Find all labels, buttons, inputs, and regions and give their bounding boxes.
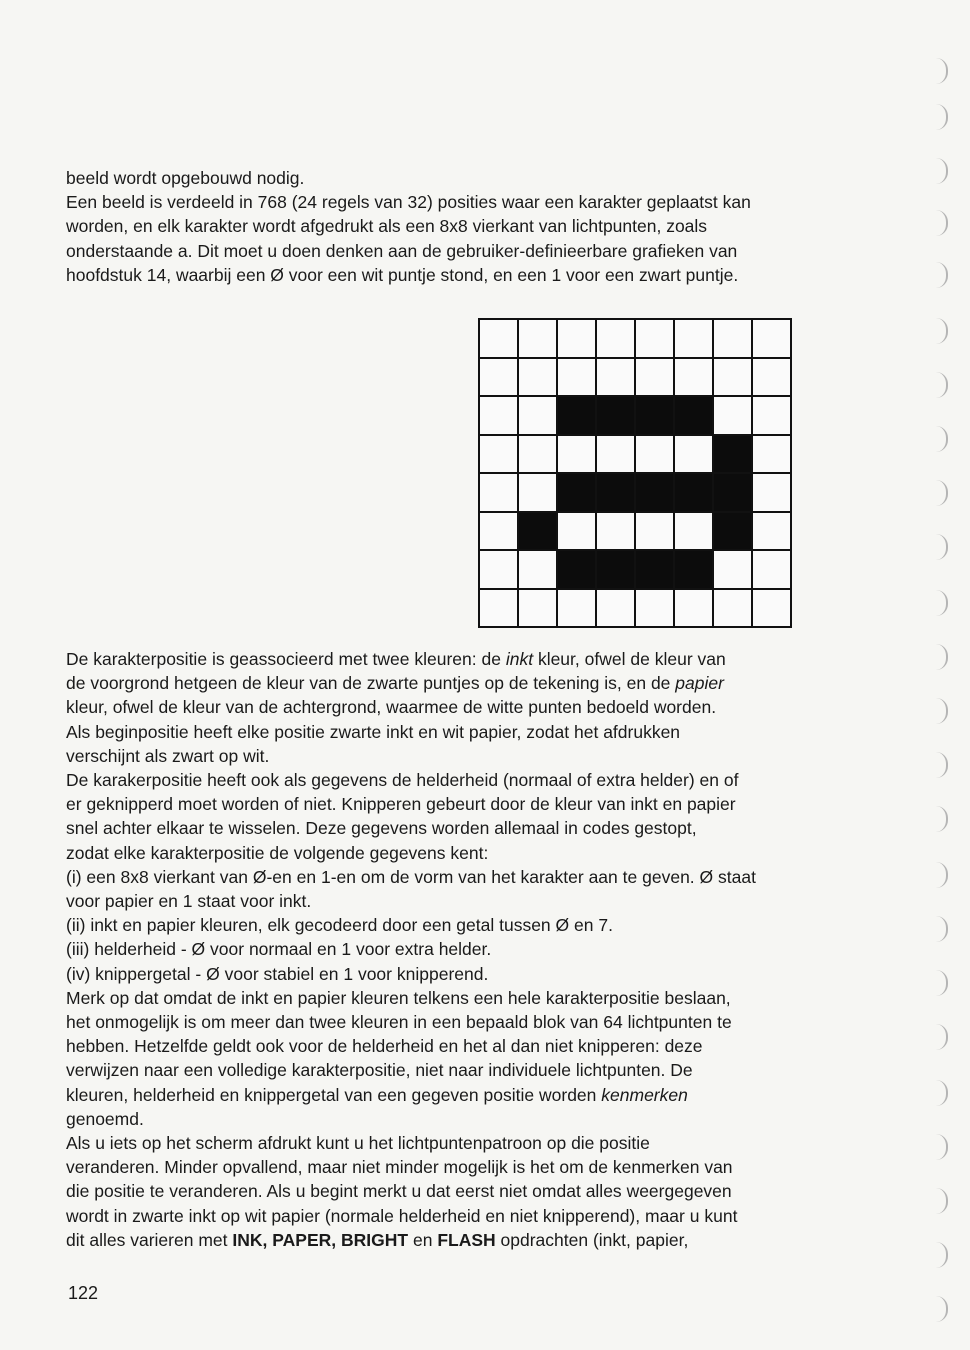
binding-ring [936, 916, 948, 942]
paper-dot [675, 513, 714, 552]
text-line: Merk op dat omdat de inkt en papier kleuren telkens een hele karakterpositie beslaan, [66, 987, 731, 1008]
ink-dot [558, 551, 597, 590]
binding-ring [936, 1080, 948, 1106]
paper-dot [597, 590, 636, 629]
ink-dot [636, 551, 675, 590]
text-line: Als u iets op het scherm afdrukt kunt u het lichtpuntenpatroon op die positie [66, 1133, 650, 1154]
ink-dot [675, 551, 714, 590]
ink-dot [675, 474, 714, 513]
ink-dot [558, 474, 597, 513]
text-line: De karakerpositie heeft ook als gegevens de helderheid (normaal of extra helder) en of [66, 770, 739, 791]
text-line: (ii) inkt en papier kleuren, elk gecodeerd door een getal tussen Ø en 7. [66, 915, 613, 936]
paper-dot [519, 474, 558, 513]
binding-ring [936, 534, 948, 560]
paper-dot [519, 551, 558, 590]
text-line: verwijzen naar een volledige karakterpositie, niet naar individuele lichtpunten. De [66, 1060, 693, 1081]
paper-dot [675, 320, 714, 359]
text-line: dit alles varieren met INK, PAPER, BRIGHT en FLASH opdrachten (inkt, papier, [66, 1229, 689, 1250]
text-line: worden, en elk karakter wordt afgedrukt als een 8x8 vierkant van lichtpunten, zoals [66, 216, 708, 237]
text-line: (i) een 8x8 vierkant van Ø-en en 1-en om de vorm van het karakter aan te geven. Ø staat [66, 866, 756, 887]
body-paragraph [66, 647, 834, 1252]
paper-dot [753, 436, 792, 475]
text-line: De karakterpositie is geassocieerd met twee kleuren: de inkt kleur, ofwel de kleur van [66, 649, 726, 669]
paper-dot [636, 436, 675, 475]
binding-ring [936, 698, 948, 724]
ink-dot [597, 551, 636, 590]
paper-dot [480, 513, 519, 552]
ink-dot [636, 397, 675, 436]
binding-ring [936, 262, 948, 288]
binding-ring [936, 1134, 948, 1160]
paper-dot [480, 590, 519, 629]
paper-dot [753, 551, 792, 590]
paper-dot [714, 320, 753, 359]
paper-dot [636, 513, 675, 552]
text-line: genoemd. [66, 1108, 144, 1129]
intro-paragraph [66, 166, 834, 287]
paper-dot [558, 436, 597, 475]
text-line: (iii) helderheid - Ø voor normaal en 1 voor extra helder. [66, 939, 492, 960]
paper-dot [636, 590, 675, 629]
paper-dot [597, 359, 636, 398]
text-line: Als beginpositie heeft elke positie zwarte inkt en wit papier, zodat het afdrukken [66, 721, 681, 742]
binding-ring [936, 158, 948, 184]
paper-dot [636, 320, 675, 359]
paper-dot [480, 474, 519, 513]
paper-dot [753, 513, 792, 552]
paper-dot [714, 551, 753, 590]
binding-ring [936, 806, 948, 832]
paper-dot [753, 397, 792, 436]
binding-ring [936, 1296, 948, 1322]
paper-dot [558, 513, 597, 552]
text-line: kleuren, helderheid en knippergetal van een gegeven positie worden kenmerken [66, 1084, 688, 1105]
text-line: voor papier en 1 staat voor inkt. [66, 891, 312, 912]
text-line: hoofdstuk 14, waarbij een Ø voor een wit puntje stond, en een 1 voor een zwart puntje. [66, 264, 739, 285]
paper-dot [714, 590, 753, 629]
paper-dot [558, 320, 597, 359]
binding-ring [936, 426, 948, 452]
text-line: het onmogelijk is om meer dan twee kleuren in een bepaald blok van 64 lichtpunten te [66, 1012, 732, 1033]
text-line: onderstaande a. Dit moet u doen denken aan de gebruiker-definieerbare grafieken van [66, 240, 738, 261]
binding-ring [936, 970, 948, 996]
paper-dot [753, 474, 792, 513]
binding-ring [936, 752, 948, 778]
binding-ring [936, 862, 948, 888]
paper-dot [480, 397, 519, 436]
text-line: verschijnt als zwart op wit. [66, 745, 270, 766]
ink-dot [636, 474, 675, 513]
ink-dot [675, 397, 714, 436]
ink-dot [597, 474, 636, 513]
text-line: veranderen. Minder opvallend, maar niet minder mogelijk is het om de kenmerken van [66, 1157, 733, 1178]
binding-ring [936, 1024, 948, 1050]
paper-dot [519, 397, 558, 436]
binding-ring [936, 58, 948, 84]
paper-dot [753, 590, 792, 629]
binding-ring [936, 480, 948, 506]
paper-dot [714, 359, 753, 398]
paper-dot [558, 590, 597, 629]
ink-dot [558, 397, 597, 436]
text-line: snel achter elkaar te wisselen. Deze gegevens worden allemaal in codes gestopt, [66, 818, 697, 839]
paper-dot [714, 397, 753, 436]
binding-ring [936, 644, 948, 670]
binding-ring [936, 1188, 948, 1214]
paper-dot [519, 436, 558, 475]
paper-dot [675, 359, 714, 398]
character-dot-grid [478, 318, 792, 628]
ink-dot [714, 513, 753, 552]
text-line: (iv) knippergetal - Ø voor stabiel en 1 voor knipperend. [66, 963, 489, 984]
paper-dot [519, 590, 558, 629]
binding-ring [936, 104, 948, 130]
paper-dot [675, 436, 714, 475]
text-line: die positie te veranderen. Als u begint merkt u dat eerst niet omdat alles weergegeven [66, 1181, 732, 1202]
text-line: hebben. Hetzelfde geldt ook voor de helderheid en het al dan niet knipperen: deze [66, 1036, 703, 1057]
ink-dot [519, 513, 558, 552]
text-line: er geknipperd moet worden of niet. Knipperen gebeurt door de kleur van inkt en papier [66, 794, 736, 815]
paper-dot [480, 436, 519, 475]
paper-dot [480, 359, 519, 398]
paper-dot [597, 436, 636, 475]
binding-ring [936, 210, 948, 236]
ink-dot [714, 436, 753, 475]
text-line: kleur, ofwel de kleur van de achtergrond, waarmee de witte punten bedoeld worden. [66, 697, 717, 718]
page-number: 122 [68, 1283, 99, 1303]
paper-dot [636, 359, 675, 398]
paper-dot [480, 551, 519, 590]
ink-dot [597, 397, 636, 436]
paper-dot [480, 320, 519, 359]
ink-dot [714, 474, 753, 513]
paper-dot [519, 359, 558, 398]
paper-dot [753, 359, 792, 398]
binding-ring [936, 590, 948, 616]
text-line: Een beeld is verdeeld in 768 (24 regels van 32) posities waar een karakter geplaatst kan [66, 192, 751, 213]
text-line: wordt in zwarte inkt op wit papier (normale helderheid en niet knipperend), maar u kunt [66, 1205, 738, 1226]
paper-dot [597, 513, 636, 552]
binding-ring [936, 1242, 948, 1268]
paper-dot [558, 359, 597, 398]
paper-dot [753, 320, 792, 359]
text-line: de voorgrond hetgeen de kleur van de zwarte puntjes op de tekening is, en de papier [66, 673, 724, 694]
text-line: zodat elke karakterpositie de volgende gegevens kent: [66, 842, 489, 863]
binding-ring [936, 372, 948, 398]
paper-dot [597, 320, 636, 359]
text-line: beeld wordt opgebouwd nodig. [66, 168, 305, 188]
paper-dot [675, 590, 714, 629]
binding-ring [936, 318, 948, 344]
paper-dot [519, 320, 558, 359]
